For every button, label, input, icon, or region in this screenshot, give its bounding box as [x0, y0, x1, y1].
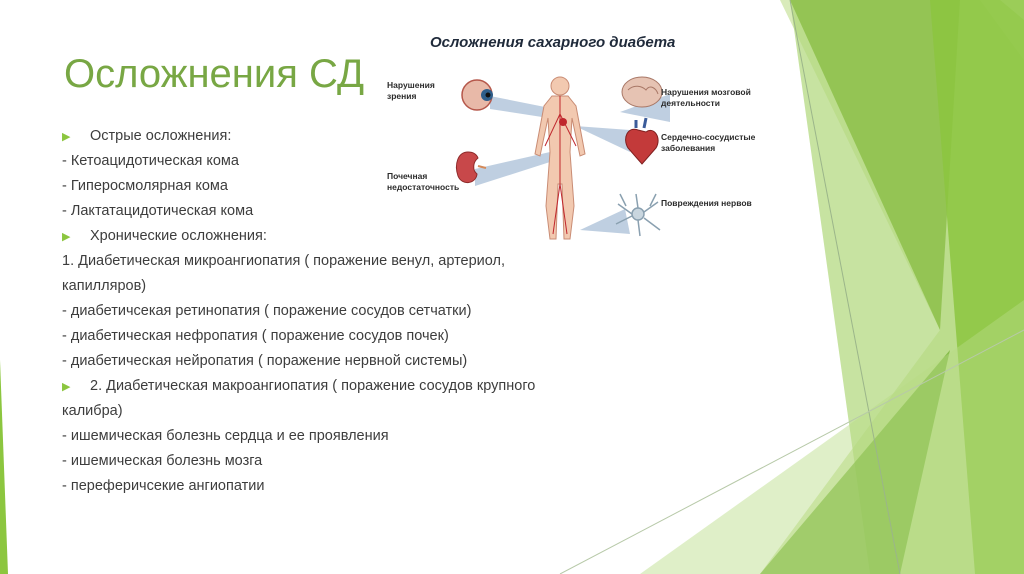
list-item: калибра) [62, 403, 123, 419]
list-item: - диабетичсекая ретинопатия ( поражение сосудов сетчатки) [62, 303, 472, 319]
deco-lower-light [640, 300, 1024, 574]
eye-icon [462, 80, 493, 110]
list-item: - диабетическая нефропатия ( поражение сосудов почек) [62, 328, 449, 344]
triangle-bullet-icon: ▶ [62, 131, 71, 143]
brain-icon [622, 77, 662, 107]
heart-icon [626, 118, 658, 164]
list-item: ▶ Острые осложнения: [62, 124, 582, 149]
list-item: - ишемическая болезнь сердца и ее проявления [62, 428, 389, 444]
list-item: - диабетическая нейропатия ( поражение нервной системы) [62, 353, 468, 369]
label-brain: Нарушения мозговой деятельности [661, 87, 751, 108]
label-kidney: Почечная недостаточность [387, 171, 460, 192]
list-item: ▶ Хронические осложнения: [62, 224, 582, 249]
triangle-bullet-icon: ▶ [62, 231, 71, 243]
list-item: - переферичсекие ангиопатии [62, 478, 265, 494]
label-heart: Сердечно-сосудистые заболевания [661, 132, 756, 153]
list-item: - Лактатацидотическая кома [62, 203, 254, 219]
list-item: - ишемическая болезнь мозга [62, 453, 263, 469]
deco-left-sliver [0, 360, 8, 574]
list-item: капилляров) [62, 278, 147, 294]
list-item: - Гиперосмолярная кома [62, 178, 228, 194]
list-item: ▶ 2. Диабетическая макроангиопатия ( поражение сосудов крупного [62, 374, 582, 399]
list-item: 1. Диабетическая микроангиопатия ( поражение венул, артериол, [62, 253, 506, 269]
triangle-bullet-icon: ▶ [62, 381, 71, 393]
slide-title: Осложнения СД [64, 52, 365, 96]
content-list [62, 124, 582, 499]
label-vision: Нарушения зрения [387, 80, 435, 101]
label-nerves: Повреждения нервов [661, 198, 752, 208]
list-item: - Кетоацидотическая кома [62, 153, 239, 169]
figure-title: Осложнения сахарного диабета [430, 34, 676, 51]
